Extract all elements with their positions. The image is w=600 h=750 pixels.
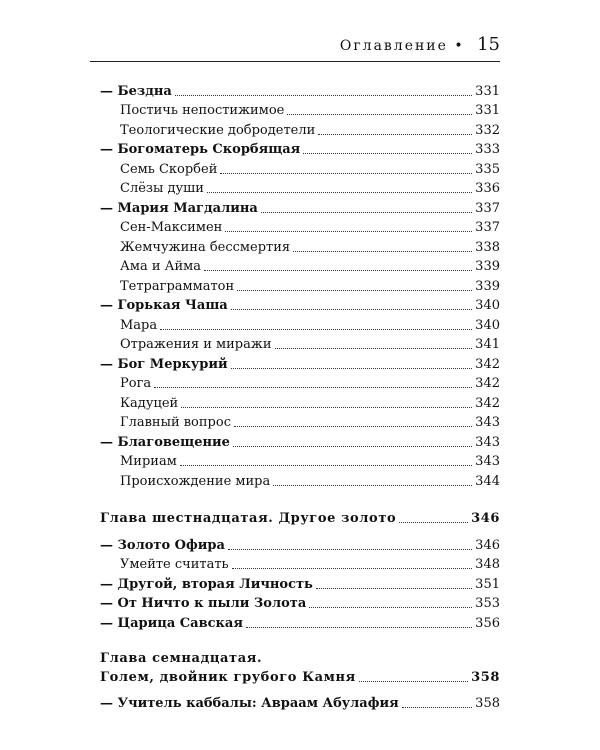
spacer [100, 527, 500, 534]
dot-leader [154, 387, 472, 388]
entry-title: Сен-Максимен [120, 220, 223, 235]
entry-title: Жемчужина бессмертия [120, 239, 291, 255]
dot-leader [359, 681, 468, 682]
toc-entry [100, 178, 500, 198]
chapter-16-heading [100, 508, 500, 528]
running-header [100, 34, 500, 58]
dot-leader [318, 134, 472, 135]
toc-entry [100, 554, 500, 574]
entry-title: Умейте считать [120, 557, 229, 572]
entry-page: 339 [475, 259, 500, 274]
dot-leader [237, 290, 472, 291]
entry-page: 342 [475, 395, 500, 411]
entry-title: Рога [120, 376, 152, 391]
entry-page: 335 [475, 161, 500, 177]
spacer [100, 632, 500, 650]
toc-entry [100, 470, 500, 490]
entry-page: 343 [475, 454, 500, 469]
chapter-16-entries [100, 534, 500, 632]
entry-title: Мара [120, 317, 158, 333]
entry-page: 343 [475, 415, 500, 430]
chapter-title-line2-row [100, 668, 500, 686]
dot-leader [293, 251, 472, 252]
dot-leader [402, 707, 472, 708]
dot-leader [233, 446, 472, 447]
header-title: Оглавление • [339, 38, 465, 54]
entry-title: Отражения и миражи [120, 337, 272, 352]
entry-page: 342 [475, 356, 500, 372]
toc-entry [100, 236, 500, 256]
dot-leader [246, 627, 472, 628]
entry-title: — Другой, вторая Личность [100, 576, 313, 592]
dot-leader [228, 549, 472, 550]
entry-page: 333 [475, 142, 500, 157]
toc-entry [100, 412, 500, 432]
entry-title: — Мария Магдалина [100, 200, 258, 216]
page-number: 15 [477, 34, 500, 55]
toc-entry [100, 534, 500, 554]
dot-leader [175, 95, 472, 96]
entry-page: 340 [475, 298, 500, 313]
entry-title: — Благовещение [100, 434, 230, 450]
entry-title: — Учитель каббалы: Авраам Абулафия [100, 696, 399, 711]
toc-entry [100, 593, 500, 613]
entry-page: 344 [475, 473, 500, 489]
toc-entry [100, 334, 500, 354]
dot-leader [273, 485, 472, 486]
entry-title: Ама и Айма [120, 259, 202, 274]
toc-entry [100, 573, 500, 593]
entry-page: 338 [475, 239, 500, 255]
dot-leader [207, 192, 472, 193]
entry-page: 340 [475, 317, 500, 333]
entry-title: Происхождение мира [120, 473, 271, 489]
entry-page: 348 [475, 557, 500, 572]
chapter-17-heading [100, 650, 500, 686]
entry-title: — Бездна [100, 83, 172, 99]
entry-page: 331 [475, 103, 500, 118]
toc-entry [100, 217, 500, 237]
toc-entry [100, 373, 500, 393]
entry-title: — Бог Меркурий [100, 356, 228, 372]
dot-leader [160, 329, 472, 330]
entry-page: 341 [475, 337, 500, 352]
entry-page: 356 [475, 615, 500, 631]
toc-entry [100, 451, 500, 471]
dot-leader [303, 153, 472, 154]
entry-title: Постичь непостижимое [120, 103, 285, 118]
toc-entry [100, 119, 500, 139]
entry-title: Семь Скорбей [120, 161, 218, 177]
entry-title: — Золото Офира [100, 537, 225, 553]
chapter-title-line2: Голем, двойник грубого Камня [100, 669, 356, 685]
dot-leader [232, 568, 473, 569]
entry-page: 336 [475, 181, 500, 196]
toc-entry [100, 158, 500, 178]
entry-title: Теологические добродетели [120, 122, 316, 138]
chapter-page: 358 [471, 669, 500, 685]
dot-leader [231, 368, 473, 369]
entry-title: Тетраграмматон [120, 278, 235, 294]
entry-title: — Богоматерь Скорбящая [100, 142, 301, 157]
toc-entry [100, 256, 500, 276]
toc-entry [100, 392, 500, 412]
header-rule [90, 61, 500, 62]
entry-page: 346 [475, 537, 500, 553]
entry-title: — От Ничто к пыли Золота [100, 596, 307, 611]
entry-page: 351 [475, 576, 500, 592]
dot-leader [225, 231, 472, 232]
toc-entry [100, 197, 500, 217]
chapter-page: 346 [471, 511, 500, 526]
toc-entry [100, 693, 500, 713]
entry-page: 331 [475, 83, 500, 99]
entry-page: 342 [475, 376, 500, 391]
toc-entry [100, 314, 500, 334]
entry-title: Слёзы души [120, 181, 204, 196]
table-of-contents [100, 80, 500, 712]
toc-entry [100, 431, 500, 451]
entry-page: 353 [475, 596, 500, 611]
spacer [100, 490, 500, 508]
dot-leader [261, 212, 472, 213]
toc-entry [100, 139, 500, 159]
dot-leader [181, 407, 472, 408]
toc-main-list [100, 80, 500, 490]
entry-title: Главный вопрос [120, 415, 231, 430]
dot-leader [231, 309, 472, 310]
entry-title: Кадуцей [120, 395, 179, 411]
entry-title: — Горькая Чаша [100, 298, 228, 313]
entry-title: Мириам [120, 454, 177, 469]
dot-leader [309, 607, 472, 608]
dot-leader [399, 522, 468, 523]
chapter-17-entries [100, 693, 500, 713]
toc-entry [100, 100, 500, 120]
entry-title: — Царица Савская [100, 615, 243, 631]
toc-entry [100, 612, 500, 632]
dot-leader [275, 348, 473, 349]
entry-page: 337 [475, 200, 500, 216]
chapter-title: Глава шестнадцатая. Другое золото [100, 511, 397, 526]
entry-page: 337 [475, 220, 500, 235]
toc-entry [100, 353, 500, 373]
toc-entry [100, 275, 500, 295]
chapter-title-line1: Глава семнадцатая. [100, 650, 263, 666]
toc-entry [100, 80, 500, 100]
dot-leader [180, 465, 472, 466]
dot-leader [220, 173, 472, 174]
spacer [100, 686, 500, 693]
dot-leader [287, 114, 472, 115]
dot-leader [204, 270, 472, 271]
toc-entry [100, 295, 500, 315]
entry-page: 332 [475, 122, 500, 138]
entry-page: 339 [475, 278, 500, 294]
entry-page: 358 [475, 696, 500, 711]
dot-leader [234, 426, 472, 427]
entry-page: 343 [475, 434, 500, 450]
dot-leader [316, 588, 472, 589]
